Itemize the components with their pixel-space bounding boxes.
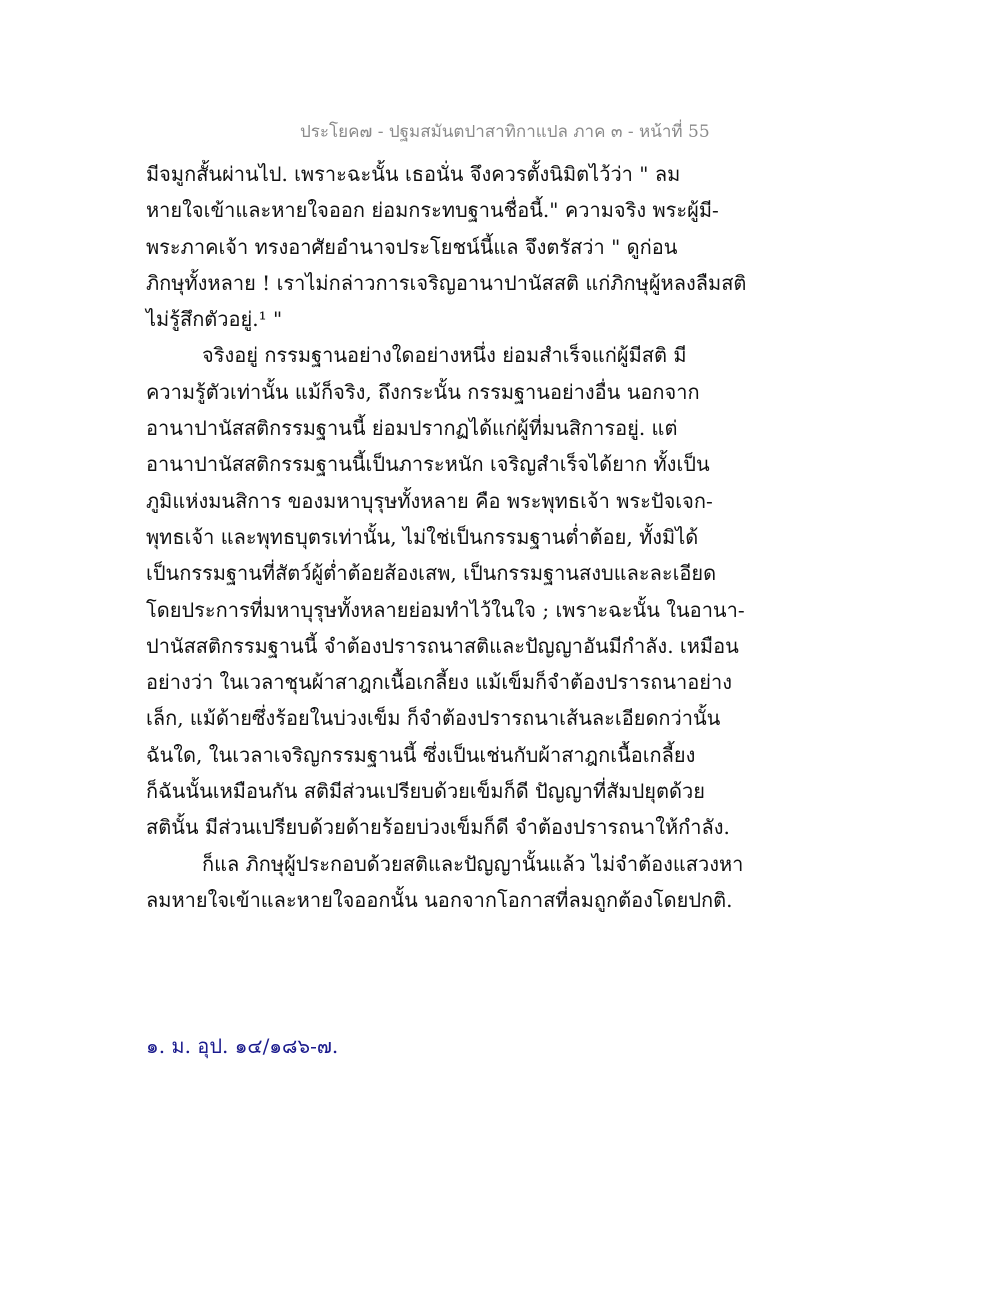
footnote: ๑. ม. อุป. ๑๔/๑๘๖-๗.	[146, 1034, 339, 1058]
text-line: พระภาคเจ้า ทรงอาศัยอำนาจประโยชน์นี้แล จึงตรัสว่า " ดูก่อน	[146, 234, 678, 259]
text-line: อานาปานัสสติกรรมฐานนี้เป็นภาระหนัก เจริญสำเร็จได้ยาก ทั้งเป็น	[146, 452, 710, 477]
running-header: ประโยค๗ - ปฐมสมันตปาสาทิกาแปล ภาค ๓ - หน้าที่ 55	[300, 122, 710, 142]
body-text	[146, 156, 747, 918]
text-line: เล็ก, แม้ด้ายซึ่งร้อยในบ่วงเข็ม ก็จำต้องปรารถนาเส้นละเอียดกว่านั้น	[146, 706, 721, 731]
paragraph-start-line: จริงอยู่ กรรมฐานอย่างใดอย่างหนึ่ง ย่อมสำเร็จแก่ผู้มีสติ มี	[202, 343, 687, 368]
text-line: ไม่รู้สึกตัวอยู่.¹ "	[146, 307, 283, 332]
text-line: โดยประการที่มหาบุรุษทั้งหลายย่อมทำไว้ในใจ ; เพราะฉะนั้น ในอานา-	[146, 597, 745, 622]
text-line: อย่างว่า ในเวลาชุนผ้าสาฎกเนื้อเกลี้ยง แม้เข็มก็จำต้องปรารถนาอย่าง	[146, 670, 733, 695]
text-line: หายใจเข้าและหายใจออก ย่อมกระทบฐานชื่อนี้." ความจริง พระผู้มี-	[146, 198, 719, 223]
text-line: พุทธเจ้า และพุทธบุตรเท่านั้น, ไม่ใช่เป็นกรรมฐานต่ำต้อย, ทั้งมิได้	[146, 524, 699, 549]
paragraph-start-line: ก็แล ภิกษุผู้ประกอบด้วยสติและปัญญานั้นแล้ว ไม่จำต้องแสวงหา	[202, 851, 744, 876]
text-line: ภิกษุทั้งหลาย ! เราไม่กล่าวการเจริญอานาปานัสสติ แก่ภิกษุผู้หลงลืมสติ	[146, 270, 747, 295]
text-line: ก็ฉันนั้นเหมือนกัน สติมีส่วนเปรียบด้วยเข็มก็ดี ปัญญาที่สัมปยุตด้วย	[146, 779, 705, 804]
text-line: อานาปานัสสติกรรมฐานนี้ ย่อมปรากฏได้แก่ผู้ที่มนสิการอยู่. แต่	[146, 416, 678, 441]
text-line: ภูมิแห่งมนสิการ ของมหาบุรุษทั้งหลาย คือ พระพุทธเจ้า พระปัจเจก-	[146, 488, 713, 513]
text-line: สตินั้น มีส่วนเปรียบด้วยด้ายร้อยบ่วงเข็มก็ดี จำต้องปรารถนาให้กำลัง.	[146, 815, 730, 840]
text-line: ความรู้ตัวเท่านั้น แม้ก็จริง, ถึงกระนั้น กรรมฐานอย่างอื่น นอกจาก	[146, 379, 700, 404]
text-line: มีจมูกสั้นผ่านไป. เพราะฉะนั้น เธอนั่น จึงควรตั้งนิมิตไว้ว่า " ลม	[146, 162, 681, 186]
text-line: เป็นกรรมฐานที่สัตว์ผู้ต่ำต้อยส้องเสพ, เป็นกรรมฐานสงบและละเอียด	[146, 561, 717, 586]
text-line: ปานัสสติกรรมฐานนี้ จำต้องปรารถนาสติและปัญญาอันมีกำลัง. เหมือน	[146, 633, 739, 658]
text-line: ลมหายใจเข้าและหายใจออกนั้น นอกจากโอกาสที่ลมถูกต้องโดยปกติ.	[146, 887, 733, 912]
text-line: ฉันใด, ในเวลาเจริญกรรมฐานนี้ ซึ่งเป็นเช่นกับผ้าสาฎกเนื้อเกลี้ยง	[146, 742, 696, 767]
